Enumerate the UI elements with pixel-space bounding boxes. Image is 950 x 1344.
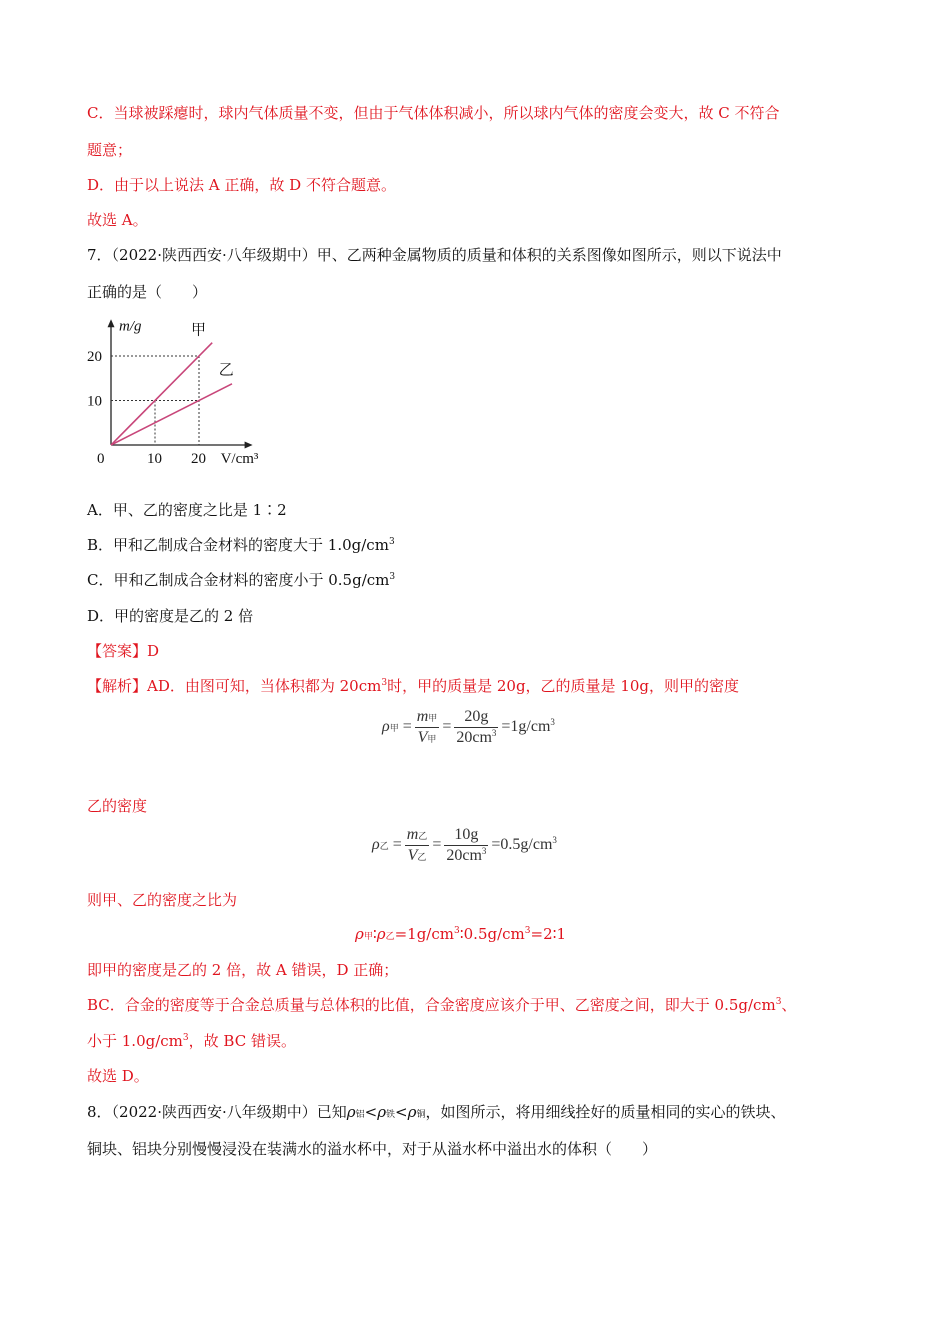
option-a: A．甲、乙的密度之比是 1∶2 <box>87 501 287 519</box>
series-line-yi <box>111 384 232 445</box>
option-d-analysis: D．由于以上说法 A 正确，故 D 不符合题意。 <box>87 176 396 194</box>
origin-label: 0 <box>97 451 105 467</box>
density-ratio: ρ甲∶ρ乙$=1g/cm^3∶0.5g/cm^3=2∶1$ <box>355 925 567 943</box>
analysis-intro: 【解析】AD．由图可知，当体积都为 $20cm^3$时，甲的质量是 20g，乙的质量是 10g，则甲的密度 <box>87 677 740 695</box>
x-axis-label: V/cm³ <box>220 451 259 467</box>
ratio-intro: 则甲、乙的密度之比为 <box>87 891 238 909</box>
y-tick-10: 10 <box>87 393 102 410</box>
question-8-cont: 铜块、铝块分别慢慢浸没在装满水的溢水杯中，对于从溢水杯中溢出水的体积（ ） <box>87 1140 658 1158</box>
answer: 【答案】D <box>87 642 160 660</box>
series-label-yi: 乙 <box>218 362 234 379</box>
option-c: C．甲和乙制成合金材料的密度小于 $0.5g/cm^3$ <box>87 571 396 589</box>
y-axis-label: m/g <box>119 318 142 335</box>
mass-volume-chart <box>85 312 285 472</box>
option-c-analysis: C．当球被踩瘪时，球内气体质量不变，但由于气体体积减小，所以球内气体的密度会变大，故 C 不符合 <box>87 104 780 122</box>
series-line-jia <box>111 343 212 445</box>
x-axis-arrow <box>245 442 253 449</box>
choose-d: 故选 D。 <box>87 1067 149 1085</box>
option-c-analysis-cont: 题意； <box>87 141 133 159</box>
x-tick-10: 10 <box>147 451 162 467</box>
y-axis-arrow <box>108 319 115 327</box>
analysis-bc-cont: 小于 $1.0g/cm^3$，故 BC 错误。 <box>87 1032 296 1050</box>
analysis-bc: BC．合金的密度等于合金总质量与总体积的比值，合金密度应该介于甲、乙密度之间，即大于 $0.5g/cm^3$、 <box>87 996 797 1014</box>
question-7-cont: 正确的是（ ） <box>87 283 208 301</box>
choose-a: 故选 A。 <box>87 211 148 229</box>
option-d: D．甲的密度是乙的 2 倍 <box>87 607 254 625</box>
option-b: B．甲和乙制成合金材料的密度大于 $1.0g/cm^3$ <box>87 536 395 554</box>
series-label-jia: 甲 <box>191 322 207 339</box>
conclusion-ad: 即甲的密度是乙的 2 倍，故 A 错误，D 正确； <box>87 961 399 979</box>
question-8: 8．（2022·陕西西安·八年级期中）已知ρ铝<ρ铁<ρ铜，如图所示，将用细线拴好的质量相同的实心的铁块、 <box>87 1103 786 1121</box>
question-7: 7．（2022·陕西西安·八年级期中）甲、乙两种金属物质的质量和体积的关系图像如图所示，则以下说法中 <box>87 246 782 264</box>
y-tick-20: 20 <box>87 349 102 365</box>
formula-density-jia: ρ甲 = $\frac{\text{m甲}}{\text{V甲}}$ = $\frac{20g}{20cm^3}$ $=1g/cm^3$ <box>382 708 555 746</box>
formula-density-yi: ρ乙 = $\frac{\text{m乙}}{\text{V乙}}$ = $\frac{10g}{20cm^3}$ $=0.5g/cm^3$ <box>372 826 557 864</box>
yi-density-label: 乙的密度 <box>87 797 148 815</box>
x-tick-20: 20 <box>191 451 206 467</box>
